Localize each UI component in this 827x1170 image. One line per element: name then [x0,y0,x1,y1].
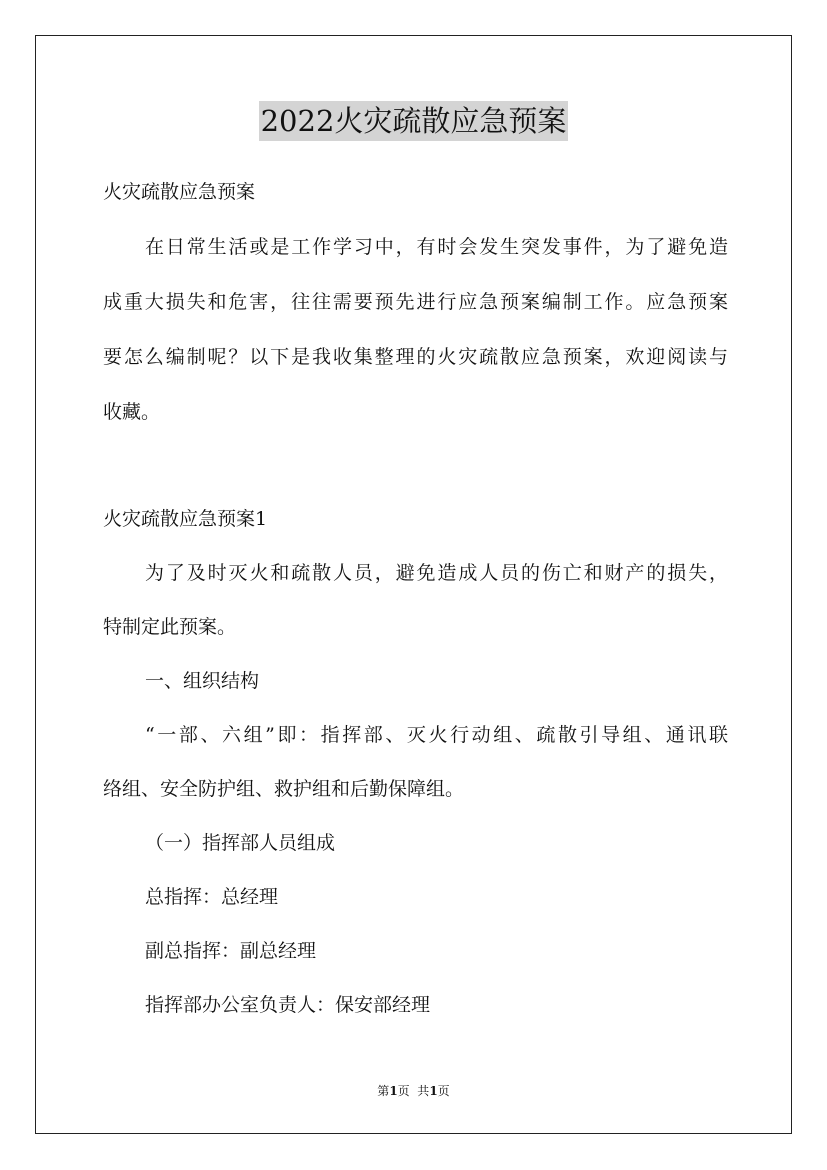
footer-page-number: 1 [389,1084,398,1098]
office-head-line: 指挥部办公室负责人：保安部经理 [145,994,431,1016]
structure-line-2: 络组、安全防护组、救护组和后勤保障组。 [103,778,465,800]
footer-suffix: 页 [437,1084,450,1098]
structure-line-1: “一部、六组”即：指挥部、灭火行动组、疏散引导组、通讯联 [145,724,728,746]
commander-line: 总指挥：总经理 [145,886,279,908]
plan-1-heading: 火灾疏散应急预案1 [103,508,268,530]
footer-total-pages: 1 [429,1084,438,1098]
intro-heading: 火灾疏散应急预案 [103,181,256,203]
subsection-1-heading: （一）指挥部人员组成 [145,832,336,854]
intro-line-4: 收藏。 [103,401,161,423]
section-1-heading: 一、组织结构 [145,670,260,692]
purpose-line-1: 为了及时灭火和疏散人员，避免造成人员的伤亡和财产的损失， [145,562,728,584]
document-title: 2022火灾疏散应急预案 [259,101,569,141]
purpose-line-2: 特制定此预案。 [103,616,237,638]
intro-line-1: 在日常生活或是工作学习中，有时会发生突发事件，为了避免造 [145,236,728,258]
footer-middle: 页 共 [397,1084,430,1098]
footer-prefix: 第 [377,1084,390,1098]
intro-line-2: 成重大损失和危害，往往需要预先进行应急预案编制工作。应急预案 [103,291,728,313]
vice-commander-line: 副总指挥：副总经理 [145,940,317,962]
intro-line-3: 要怎么编制呢？以下是我收集整理的火灾疏散应急预案，欢迎阅读与 [103,346,728,368]
page-footer [0,1083,827,1099]
title-container [0,101,827,141]
